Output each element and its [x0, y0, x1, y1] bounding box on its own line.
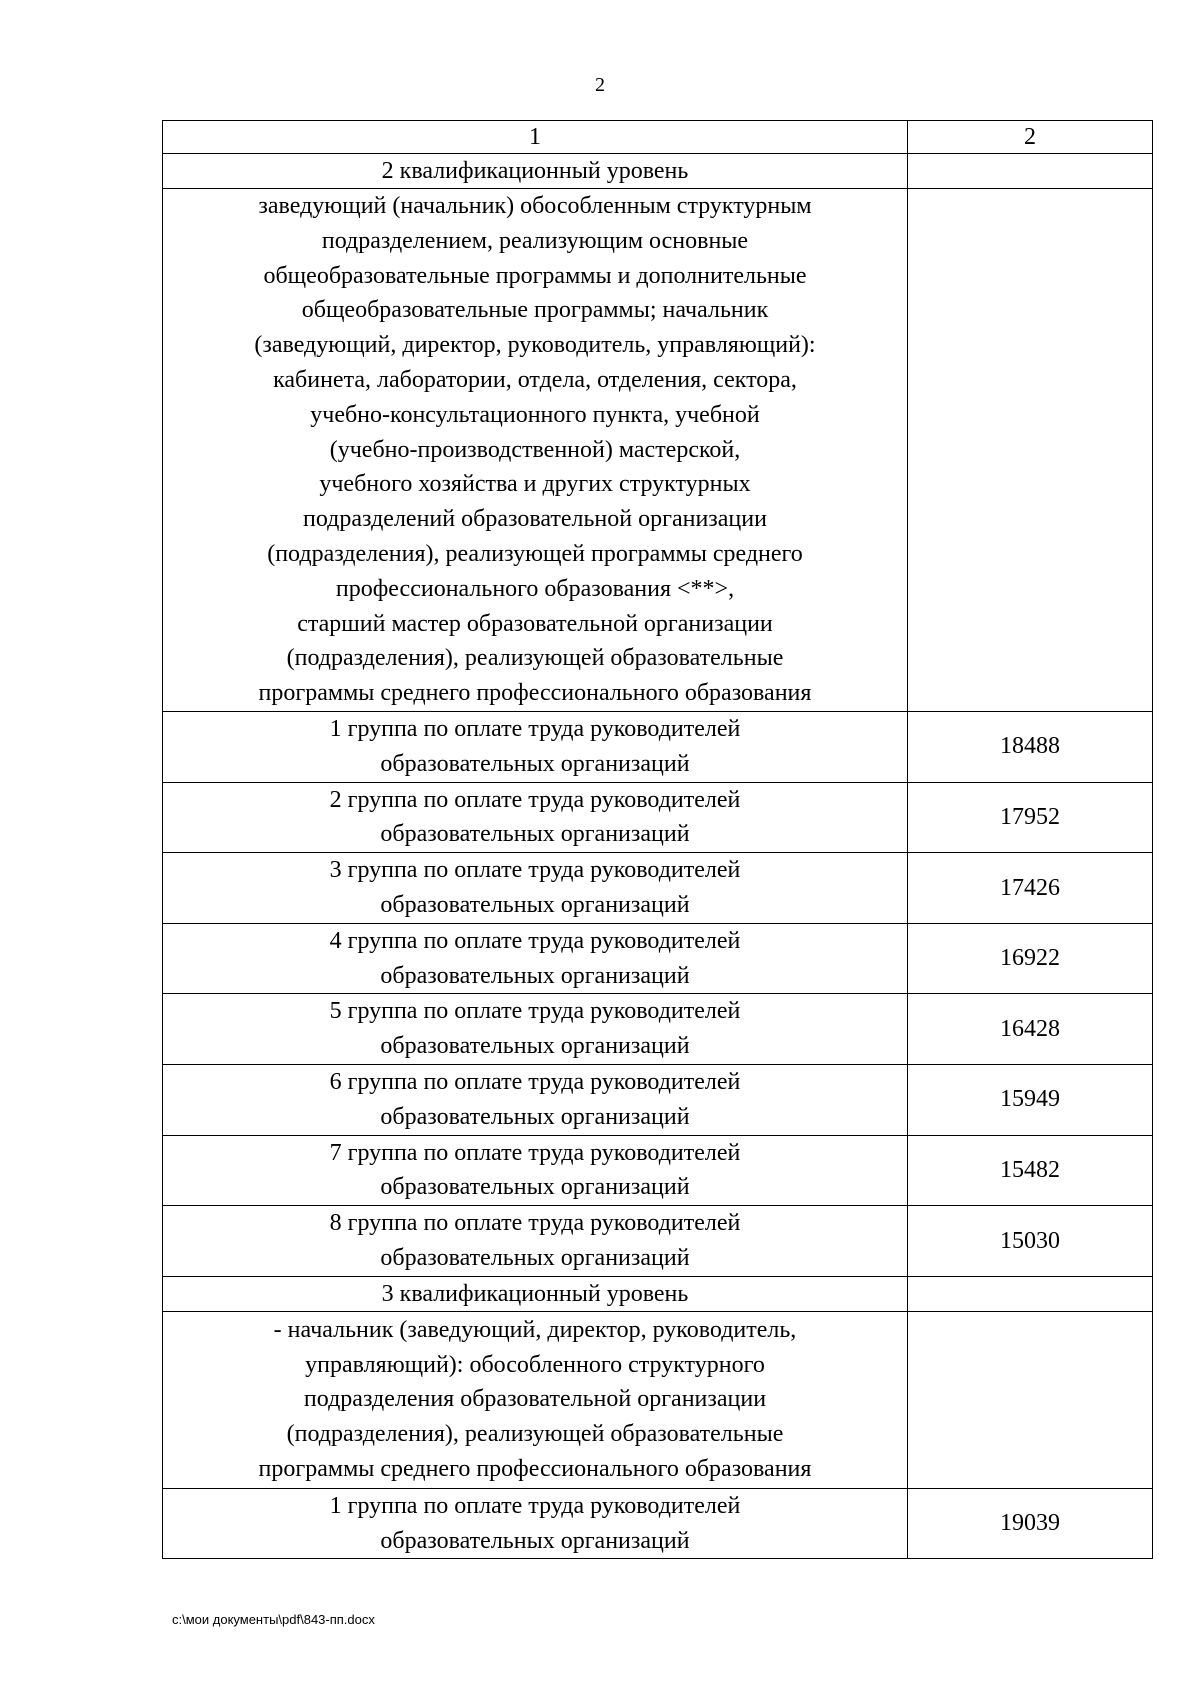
level-heading: 2 квалификационный уровень: [163, 154, 908, 189]
table-row: [163, 923, 1153, 994]
salary-value: 16922: [908, 923, 1153, 994]
group-label: 1 группа по оплате труда руководителей образовательных организаций: [163, 712, 908, 783]
salary-value: 15949: [908, 1064, 1153, 1135]
salary-value: 15482: [908, 1135, 1153, 1206]
table-row: [163, 1206, 1153, 1277]
table-row: [163, 712, 1153, 783]
salary-value: 15030: [908, 1206, 1153, 1277]
group-label: 3 группа по оплате труда руководителей образовательных организаций: [163, 853, 908, 924]
salary-value: 16428: [908, 994, 1153, 1065]
position-description: - начальник (заведующий, директор, руководитель, управляющий): обособленного структурного подразделения образовательной организации (подразделения), реализующей образовательные программы среднего профессионального образования: [163, 1311, 908, 1488]
salary-table: [162, 120, 1153, 1559]
table-row: [163, 1064, 1153, 1135]
table-row: [163, 1488, 1153, 1559]
group-label: 4 группа по оплате труда руководителей образовательных организаций: [163, 923, 908, 994]
table-row: [163, 154, 1153, 189]
position-description: заведующий (начальник) обособленным структурным подразделением, реализующим основные общеобразовательные программы и дополнительные общеобразовательные программы; начальник (заведующий, директор, руководитель, управляющий): кабинета, лаборатории, отдела, отделения, сектора, учебно-консультационного пункта, учебной (учебно-производственной) мастерской, учебного хозяйства и других структурных подразделений образовательной организации (подразделения), реализующей программы среднего профессионального образования <**>, старший мастер образовательной организации (подразделения), реализующей образовательные программы среднего профессионального образования: [163, 189, 908, 712]
table-row: [163, 1276, 1153, 1311]
value-cell: [908, 154, 1153, 189]
table-row: [163, 994, 1153, 1065]
column-header-2: 2: [908, 121, 1153, 154]
salary-value: 17426: [908, 853, 1153, 924]
group-label: 8 группа по оплате труда руководителей образовательных организаций: [163, 1206, 908, 1277]
level-heading: 3 квалификационный уровень: [163, 1276, 908, 1311]
column-header-1: 1: [163, 121, 908, 154]
value-cell: [908, 189, 1153, 712]
table-row: [163, 782, 1153, 853]
footer-file-path: c:\мои документы\pdf\843-пп.docx: [172, 1612, 375, 1627]
table-header-row: [163, 121, 1153, 154]
table-row: [163, 1311, 1153, 1488]
group-label: 2 группа по оплате труда руководителей образовательных организаций: [163, 782, 908, 853]
group-label: 5 группа по оплате труда руководителей образовательных организаций: [163, 994, 908, 1065]
table-row: [163, 853, 1153, 924]
table-row: [163, 1135, 1153, 1206]
group-label: 1 группа по оплате труда руководителей образовательных организаций: [163, 1488, 908, 1559]
value-cell: [908, 1276, 1153, 1311]
value-cell: [908, 1311, 1153, 1488]
salary-value: 17952: [908, 782, 1153, 853]
group-label: 7 группа по оплате труда руководителей образовательных организаций: [163, 1135, 908, 1206]
page-number: 2: [595, 74, 605, 96]
salary-value: 19039: [908, 1488, 1153, 1559]
table-row: [163, 189, 1153, 712]
group-label: 6 группа по оплате труда руководителей образовательных организаций: [163, 1064, 908, 1135]
salary-value: 18488: [908, 712, 1153, 783]
